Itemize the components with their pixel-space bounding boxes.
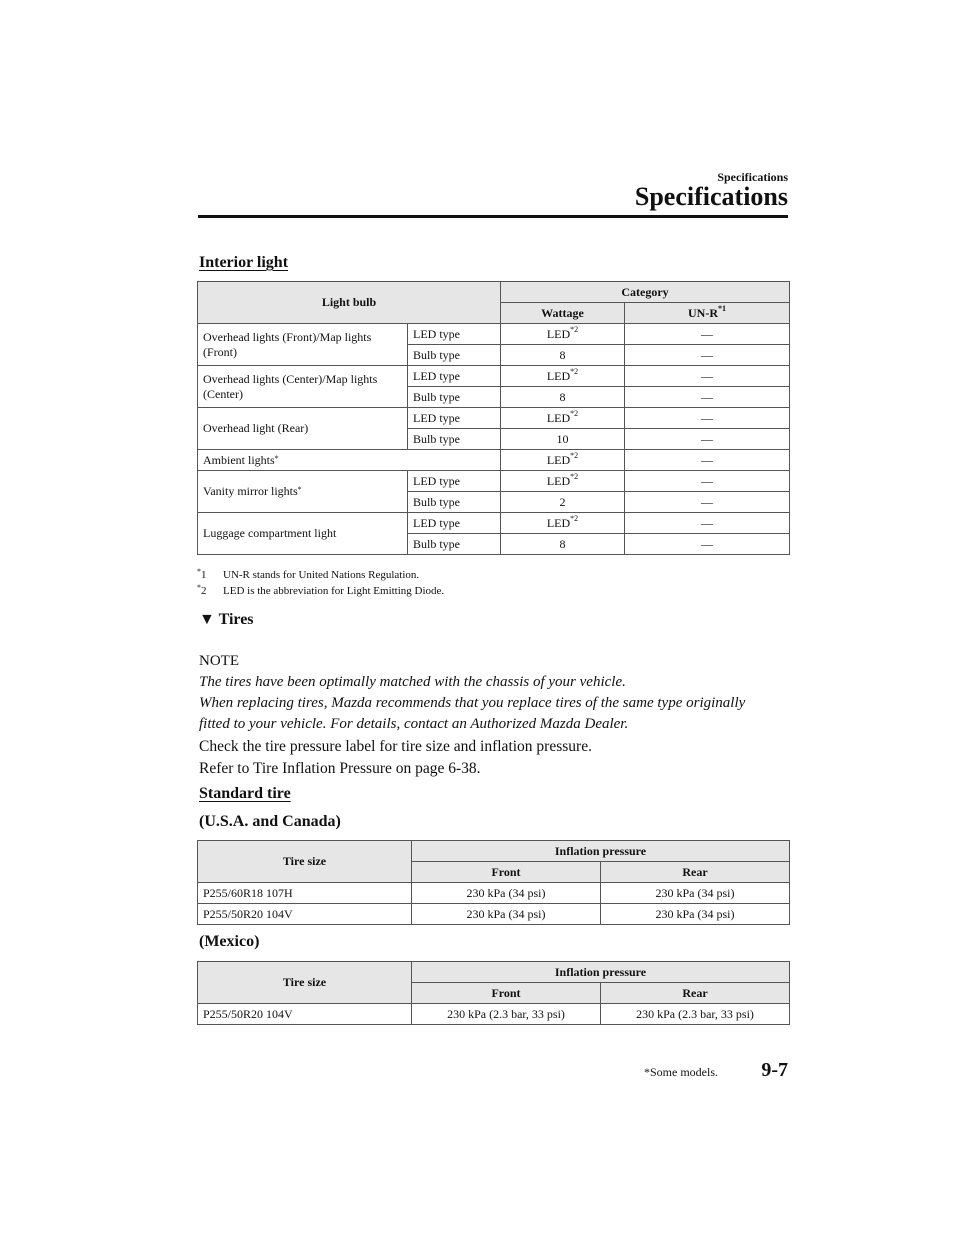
front-pressure-cell: 230 kPa (34 psi) (412, 883, 601, 904)
light-name-cell: Overhead lights (Front)/Map lights (Front) (198, 324, 408, 366)
tire-size-cell: P255/60R18 107H (198, 883, 412, 904)
tires-heading (199, 611, 254, 629)
table-row (198, 366, 790, 387)
unr-cell: ― (625, 324, 790, 345)
table-row (198, 471, 790, 492)
bulb-type-cell: Bulb type (408, 345, 501, 366)
table-row (198, 513, 790, 534)
bulb-type-cell: LED type (408, 408, 501, 429)
table-row (198, 883, 790, 904)
col-inflation-pressure: Inflation pressure (412, 962, 790, 983)
unr-cell: ― (625, 345, 790, 366)
col-unr: $UN-R^{*1}$ (625, 303, 790, 324)
standard-tire-title: Standard tire (199, 785, 291, 802)
some-models-note: *Some models. (644, 1065, 718, 1079)
usa-canada-title: (U.S.A. and Canada) (199, 813, 341, 830)
wattage-cell: LED$^{*2}$ (501, 450, 625, 471)
wattage-cell: LED$^{*2}$ (501, 513, 625, 534)
unr-cell: ― (625, 492, 790, 513)
col-front: Front (412, 983, 601, 1004)
bulb-type-cell: Bulb type (408, 387, 501, 408)
front-pressure-cell: 230 kPa (2.3 bar, 33 psi) (412, 1004, 601, 1025)
triangle-down-icon: ▼ (199, 611, 215, 628)
unr-cell: ― (625, 471, 790, 492)
tire-size-cell: P255/50R20 104V (198, 1004, 412, 1025)
page-number: 9-7 (761, 1059, 788, 1081)
table-row (198, 324, 790, 345)
header-rule (198, 215, 788, 218)
light-name-cell: Ambient lights* (198, 450, 501, 471)
bulb-type-cell: Bulb type (408, 429, 501, 450)
wattage-cell: LED$^{*2}$ (501, 471, 625, 492)
interior-light-title: Interior light (199, 254, 289, 271)
light-name-cell: Vanity mirror lights* (198, 471, 408, 513)
wattage-cell: LED$^{*2}$ (501, 324, 625, 345)
bulb-type-cell: Bulb type (408, 534, 501, 555)
body-line: Check the tire pressure label for tire size and inflation pressure. (199, 738, 592, 755)
note-block (199, 651, 745, 735)
table-row (198, 408, 790, 429)
rear-pressure-cell: 230 kPa (34 psi) (601, 883, 790, 904)
mexico-title: (Mexico) (199, 933, 260, 950)
mexico-tire-table (197, 961, 790, 1025)
wattage-cell: 8 (501, 345, 625, 366)
table-row (198, 450, 790, 471)
bulb-type-cell: LED type (408, 471, 501, 492)
col-inflation-pressure: Inflation pressure (412, 841, 790, 862)
rear-pressure-cell: 230 kPa (2.3 bar, 33 psi) (601, 1004, 790, 1025)
unr-cell: ― (625, 387, 790, 408)
light-name-cell: Overhead light (Rear) (198, 408, 408, 450)
note-line: The tires have been optimally matched with the chassis of your vehicle. (199, 674, 626, 690)
note-label: NOTE (199, 653, 239, 669)
wattage-cell: 8 (501, 534, 625, 555)
unr-cell: ― (625, 513, 790, 534)
wattage-cell: 8 (501, 387, 625, 408)
tires-heading-text: Tires (218, 611, 254, 628)
tire-size-cell: P255/50R20 104V (198, 904, 412, 925)
unr-cell: ― (625, 534, 790, 555)
wattage-cell: 10 (501, 429, 625, 450)
unr-cell: ― (625, 429, 790, 450)
rear-pressure-cell: 230 kPa (34 psi) (601, 904, 790, 925)
table-row (198, 904, 790, 925)
wattage-cell: LED$^{*2}$ (501, 366, 625, 387)
usa-tire-table (197, 840, 790, 925)
col-tire-size: Tire size (198, 841, 412, 883)
note-line: When replacing tires, Mazda recommends that you replace tires of the same type originally (199, 695, 746, 711)
col-light-bulb: Light bulb (198, 282, 501, 324)
unr-cell: ― (625, 408, 790, 429)
body-line: Refer to Tire Inflation Pressure on page 6-38. (199, 760, 481, 777)
interior-light-table (197, 281, 790, 555)
table-row (198, 1004, 790, 1025)
col-rear: Rear (601, 983, 790, 1004)
bulb-type-cell: LED type (408, 324, 501, 345)
unr-cell: ― (625, 366, 790, 387)
col-tire-size: Tire size (198, 962, 412, 1004)
unr-cell: ― (625, 450, 790, 471)
wattage-cell: LED$^{*2}$ (501, 408, 625, 429)
col-category: Category (501, 282, 790, 303)
bulb-type-cell: LED type (408, 513, 501, 534)
front-pressure-cell: 230 kPa (34 psi) (412, 904, 601, 925)
light-name-cell: Overhead lights (Center)/Map lights (Center) (198, 366, 408, 408)
body-text (199, 736, 592, 780)
footnote: *1 UN-R stands for United Nations Regulation. (197, 567, 420, 581)
light-name-cell: Luggage compartment light (198, 513, 408, 555)
col-front: Front (412, 862, 601, 883)
wattage-cell: 2 (501, 492, 625, 513)
col-wattage: Wattage (501, 303, 625, 324)
footnote: *2 LED is the abbreviation for Light Emitting Diode. (197, 583, 445, 597)
section-header-title: Specifications (634, 182, 788, 211)
bulb-type-cell: Bulb type (408, 492, 501, 513)
col-rear: Rear (601, 862, 790, 883)
bulb-type-cell: LED type (408, 366, 501, 387)
section-header-small: Specifications (717, 170, 788, 184)
note-line: fitted to your vehicle. For details, contact an Authorized Mazda Dealer. (199, 716, 629, 732)
